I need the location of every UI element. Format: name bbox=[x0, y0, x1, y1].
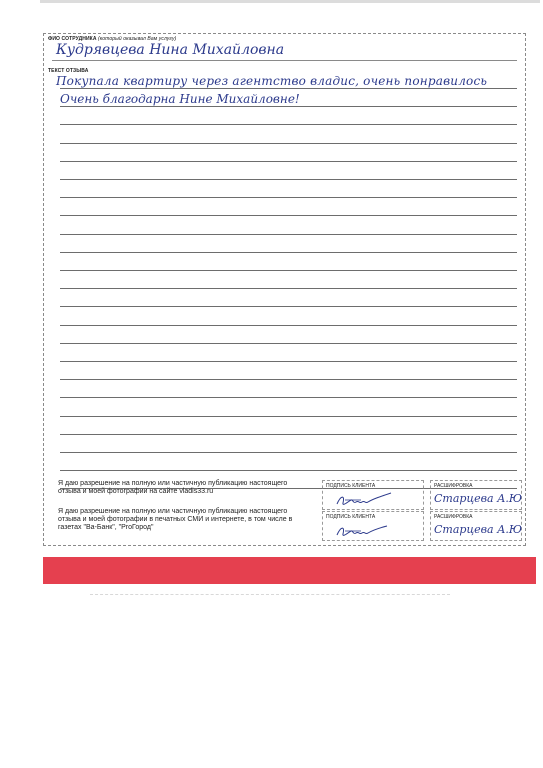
consent-2-decryption-label: РАСШИФРОВКА bbox=[434, 514, 473, 520]
ruled-line bbox=[60, 179, 517, 180]
scan-top-edge bbox=[40, 0, 540, 3]
ruled-line bbox=[60, 88, 517, 89]
consent-1-signature bbox=[335, 491, 395, 509]
review-label: ТЕКСТ ОТЗЫВА bbox=[48, 68, 89, 74]
consent-2-text: Я даю разрешение на полную или частичную публикацию настоящего отзыва и моей фотографии в печатных СМИ и интернете, в том числе в газетах "Ва-Банк", "PrоГород" bbox=[58, 508, 293, 531]
ruled-line bbox=[60, 379, 517, 380]
ruled-line bbox=[60, 343, 517, 344]
ruled-line bbox=[60, 288, 517, 289]
employee-name-line bbox=[52, 60, 517, 61]
ruled-line bbox=[60, 397, 517, 398]
ruled-line bbox=[60, 124, 517, 125]
review-text-area bbox=[44, 64, 525, 484]
ruled-line bbox=[60, 361, 517, 362]
ruled-line bbox=[60, 143, 517, 144]
consent-1-decryption-handwritten: Старцева А.Ю bbox=[434, 492, 523, 505]
ruled-line bbox=[60, 270, 517, 271]
employee-hint: (который оказывал Вам услугу) bbox=[98, 36, 177, 42]
consent-1-signature-field[interactable] bbox=[322, 480, 424, 510]
ruled-line bbox=[60, 252, 517, 253]
bottom-red-bar bbox=[43, 557, 536, 584]
ruled-line bbox=[60, 161, 517, 162]
consent-2-signature-label: ПОДПИСЬ КЛИЕНТА bbox=[326, 514, 376, 520]
consent-2-decryption-field[interactable] bbox=[430, 511, 522, 541]
ruled-line bbox=[60, 234, 517, 235]
scan-faint-cutline bbox=[90, 594, 450, 595]
ruled-line bbox=[60, 434, 517, 435]
employee-name-handwritten: Кудрявцева Нина Михайловна bbox=[56, 42, 285, 58]
consent-2-signature-field[interactable] bbox=[322, 511, 424, 541]
consent-2-signature bbox=[335, 522, 395, 540]
review-line-2-handwritten: Очень благодарна Нине Михайловне! bbox=[60, 92, 300, 106]
consent-1-decryption-field[interactable] bbox=[430, 480, 522, 510]
ruled-line bbox=[60, 106, 517, 107]
ruled-line bbox=[60, 325, 517, 326]
consent-1-decryption-label: РАСШИФРОВКА bbox=[434, 483, 473, 489]
consent-1-text: Я даю разрешение на полную или частичную публикацию настоящего отзыва и моей фотографии на сайте vladis33.ru bbox=[58, 480, 288, 495]
review-line-1-handwritten: Покупала квартиру через агентство владис, очень понравилось bbox=[56, 74, 488, 88]
consent-1-signature-label: ПОДПИСЬ КЛИЕНТА bbox=[326, 483, 376, 489]
ruled-line bbox=[60, 215, 517, 216]
ruled-line bbox=[60, 470, 517, 471]
ruled-line bbox=[60, 306, 517, 307]
ruled-line bbox=[60, 452, 517, 453]
review-form bbox=[43, 33, 526, 546]
ruled-line bbox=[60, 416, 517, 417]
consent-2-decryption-handwritten: Старцева А.Ю bbox=[434, 523, 523, 536]
employee-label: ФИО СОТРУДНИКА bbox=[48, 36, 97, 42]
ruled-line bbox=[60, 197, 517, 198]
